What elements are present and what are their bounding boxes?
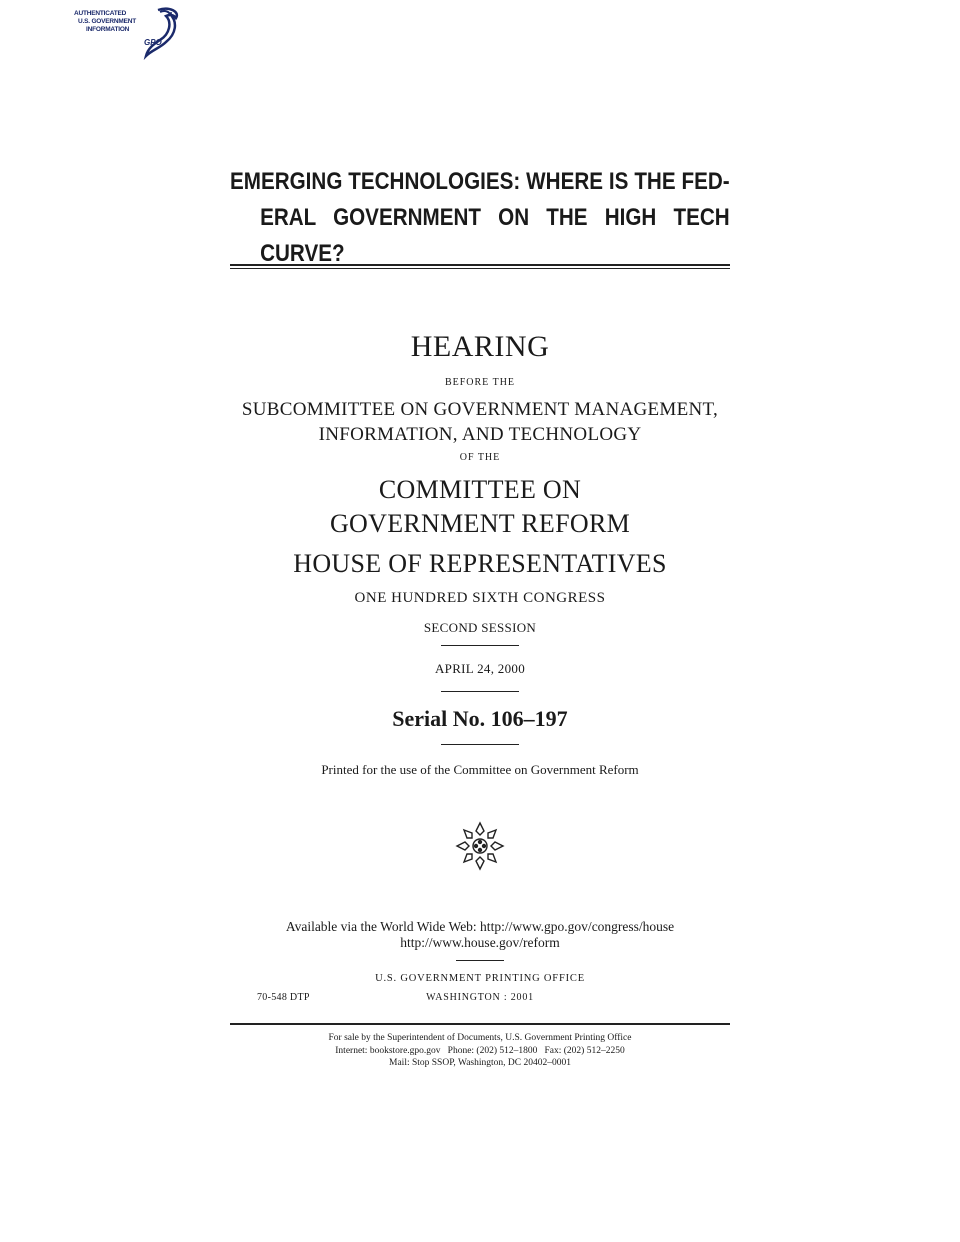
title-line-2: ERAL GOVERNMENT ON THE HIGH TECH [260,204,730,231]
title-double-rule [230,264,730,269]
divider-rule [456,960,504,961]
eagle-icon [130,6,185,60]
hearing-heading: HEARING [410,330,550,363]
committee-line-2: GOVERNMENT REFORM [329,509,631,538]
availability-line-2: http://www.house.gov/reform [400,935,560,950]
printers-ornament-icon [455,821,505,871]
dtp-code: 70-548 DTP [257,992,310,1003]
committee-name [0,473,960,541]
sale-line-2: Internet: bookstore.gpo.gov Phone: (202) 512–1800 Fax: (202) 512–2250 [335,1045,625,1056]
of-the-text: OF THE [459,452,501,463]
subcommittee-line-1: SUBCOMMITTEE ON GOVERNMENT MANAGEMENT, [241,399,719,420]
logo-text-line3: INFORMATION [86,26,130,33]
availability-line-1: Available via the World Wide Web: http://www.gpo.gov/congress/house [285,919,675,934]
washington-imprint: WASHINGTON : 2001 [426,992,534,1003]
logo-gpo-text: GPO [144,38,162,47]
divider-rule [441,691,519,692]
serial-number: Serial No. 106–197 [392,706,568,731]
hearing-date: APRIL 24, 2000 [434,661,526,676]
divider-rule [441,645,519,646]
document-title [230,164,730,272]
logo-text-line2: U.S. GOVERNMENT [78,18,137,25]
web-availability [0,919,960,951]
house-of-representatives: HOUSE OF REPRESENTATIVES [293,549,667,578]
sales-information [0,1032,960,1070]
sale-line-1: For sale by the Superintendent of Documents, U.S. Government Printing Office [328,1033,632,1043]
committee-line-1: COMMITTEE ON [378,475,582,504]
divider-rule [441,744,519,745]
before-the-text: BEFORE THE [444,377,516,388]
footer-rule [230,1023,730,1025]
title-line-3: CURVE? [260,240,345,267]
subcommittee-line-2: INFORMATION, AND TECHNOLOGY [318,424,642,445]
congress-text: ONE HUNDRED SIXTH CONGRESS [354,590,606,606]
printing-office: U.S. GOVERNMENT PRINTING OFFICE [375,973,585,984]
logo-text-line1: AUTHENTICATED [74,10,127,17]
subcommittee-name [0,397,960,447]
session-text: SECOND SESSION [423,620,537,635]
printed-for-text: Printed for the use of the Committee on Government Reform [321,762,639,777]
sale-line-3: Mail: Stop SSOP, Washington, DC 20402–0001 [389,1058,571,1068]
gpo-authenticated-logo [70,4,190,60]
title-line-1: EMERGING TECHNOLOGIES: WHERE IS THE FED- [230,168,730,195]
